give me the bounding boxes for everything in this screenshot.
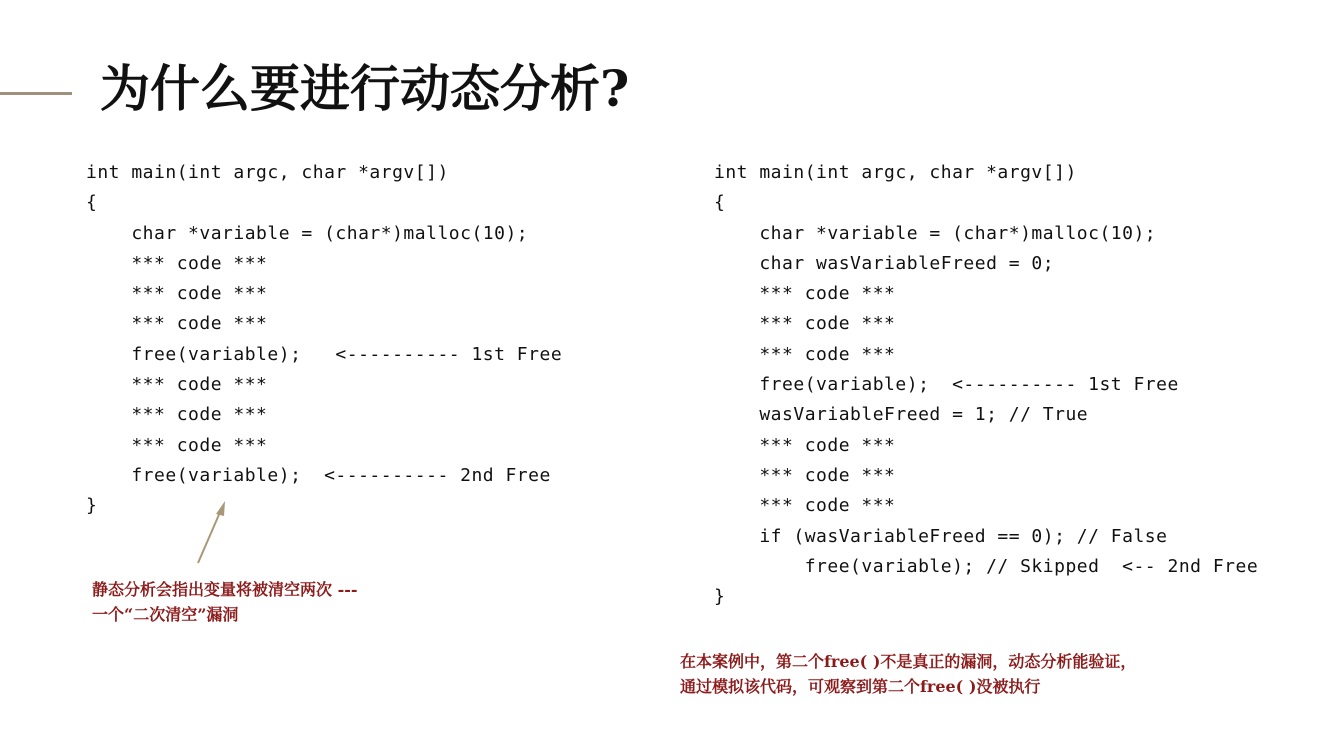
code-line: *** code *** <box>714 283 896 305</box>
code-line: *** code *** <box>714 464 896 486</box>
code-line: { <box>714 192 726 214</box>
code-line: { <box>86 192 98 214</box>
note-line: 在本案例中，第二个free( )不是真正的漏洞，动态分析能验证， <box>680 652 1137 671</box>
note-line: 静态分析会指出变量将被清空两次 --- <box>92 580 358 599</box>
code-line: } <box>86 495 98 517</box>
code-line: int main(int argc, char *argv[]) <box>86 162 449 183</box>
right-code-block <box>714 158 1258 612</box>
note-line: 一个“二次清空”漏洞 <box>92 605 239 624</box>
dynamic-analysis-note <box>680 649 1136 699</box>
code-line: *** code *** <box>86 434 268 456</box>
code-line: char *variable = (char*)malloc(10); <box>86 222 529 244</box>
note-line: 通过模拟该代码，可观察到第二个free( )没被执行 <box>680 677 1041 696</box>
slide-title: 为什么要进行动态分析? <box>100 59 630 118</box>
code-line-first-free: free(variable); <---------- 1st Free <box>714 374 1179 396</box>
code-line-first-free: free(variable); <---------- 1st Free <box>86 343 563 365</box>
code-line: *** code *** <box>714 495 896 517</box>
code-line-condition: if (wasVariableFreed == 0); // False <box>714 525 1168 547</box>
code-line: *** code *** <box>714 313 896 335</box>
title-accent-line <box>0 92 72 95</box>
code-line: *** code *** <box>714 343 896 365</box>
code-line: char *variable = (char*)malloc(10); <box>714 222 1157 244</box>
code-line: *** code *** <box>86 374 268 396</box>
code-line-second-free: free(variable); <---------- 2nd Free <box>86 464 551 486</box>
code-line: int main(int argc, char *argv[]) <box>714 162 1077 183</box>
code-line: *** code *** <box>86 404 268 426</box>
code-line: *** code *** <box>86 313 268 335</box>
code-line: } <box>714 586 726 608</box>
code-line: char wasVariableFreed = 0; <box>714 252 1055 274</box>
code-line: wasVariableFreed = 1; // True <box>714 404 1089 426</box>
static-analysis-note <box>92 577 358 627</box>
code-line: *** code *** <box>714 434 896 456</box>
code-line: *** code *** <box>86 252 268 274</box>
code-line: *** code *** <box>86 283 268 305</box>
left-code-block <box>86 158 562 522</box>
code-line-second-free: free(variable); // Skipped <-- 2nd Free <box>714 555 1259 577</box>
